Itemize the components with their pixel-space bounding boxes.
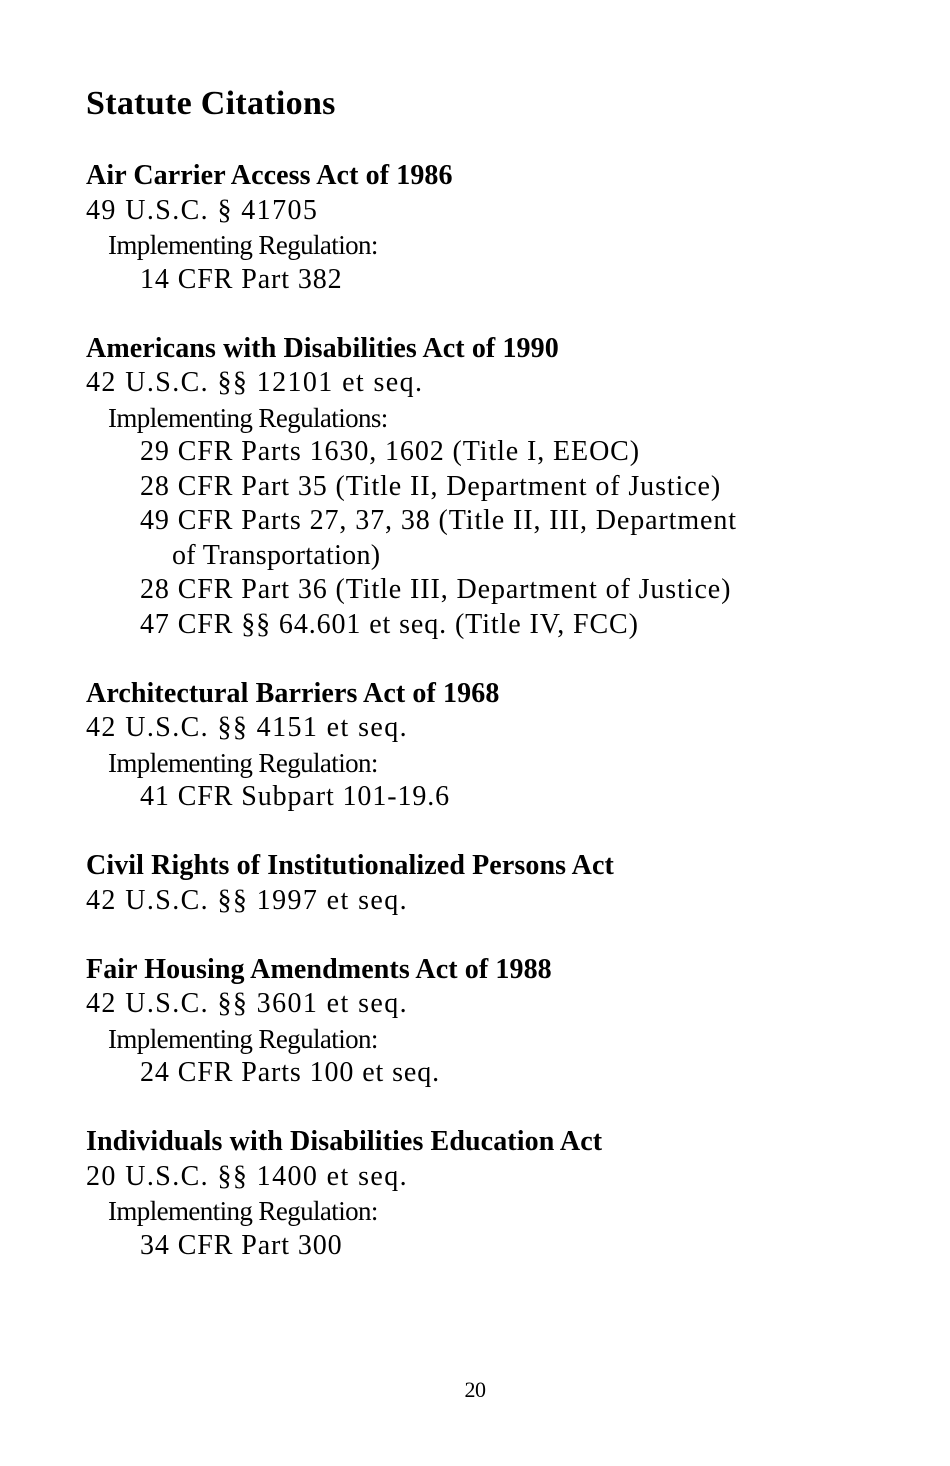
regulation-citation: 29 CFR Parts 1630, 1602 (Title I, EEOC) <box>140 436 640 467</box>
act-title: Americans with Disabilities Act of 1990 <box>86 333 559 364</box>
regulation-citation: 28 CFR Part 35 (Title II, Department of Justice) <box>140 471 722 502</box>
act-title: Architectural Barriers Act of 1968 <box>86 678 500 709</box>
regulation-citation: 14 CFR Part 382 <box>140 264 343 295</box>
statute-citation: 42 U.S.C. §§ 3601 et seq. <box>86 988 408 1019</box>
regulation-citation: 41 CFR Subpart 101-19.6 <box>140 781 451 812</box>
statute-citation: 42 U.S.C. §§ 12101 et seq. <box>86 367 424 398</box>
implementing-regulation-label: Implementing Regulation: <box>108 1024 378 1054</box>
regulation-citation: 47 CFR §§ 64.601 et seq. (Title IV, FCC) <box>140 609 639 640</box>
regulation-citation-continuation: of Transportation) <box>172 540 381 571</box>
regulation-citation: 24 CFR Parts 100 et seq. <box>140 1057 441 1088</box>
regulation-citation: 28 CFR Part 36 (Title III, Department of Justice) <box>140 574 732 605</box>
implementing-regulation-label: Implementing Regulation: <box>108 230 378 260</box>
implementing-regulation-label: Implementing Regulations: <box>108 403 388 433</box>
act-title: Fair Housing Amendments Act of 1988 <box>86 954 552 985</box>
act-title: Air Carrier Access Act of 1986 <box>86 160 453 191</box>
act-title: Individuals with Disabilities Education Act <box>86 1126 603 1157</box>
regulation-citation: 49 CFR Parts 27, 37, 38 (Title II, III, Department <box>140 505 737 536</box>
implementing-regulation-label: Implementing Regulation: <box>108 1196 378 1226</box>
statute-citation: 42 U.S.C. §§ 1997 et seq. <box>86 885 408 916</box>
page-number: 20 <box>464 1377 486 1402</box>
statute-citation: 20 U.S.C. §§ 1400 et seq. <box>86 1161 408 1192</box>
regulation-citation: 34 CFR Part 300 <box>140 1230 343 1261</box>
statute-citation: 42 U.S.C. §§ 4151 et seq. <box>86 712 408 743</box>
implementing-regulation-label: Implementing Regulation: <box>108 748 378 778</box>
act-title: Civil Rights of Institutionalized Persons Act <box>86 850 614 881</box>
statute-citation: 49 U.S.C. § 41705 <box>86 195 319 226</box>
page-title: Statute Citations <box>86 85 336 122</box>
